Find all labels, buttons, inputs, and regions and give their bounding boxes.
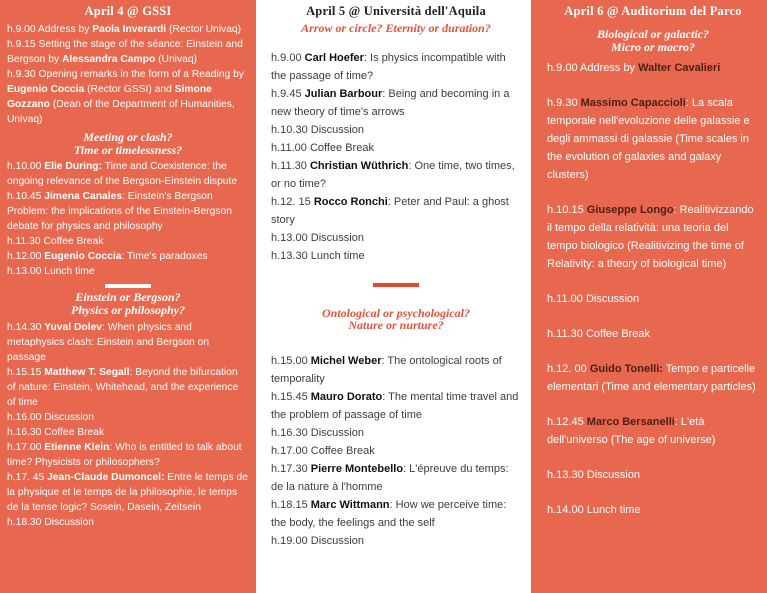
- time-text: h.11.00 Coffee Break: [271, 141, 374, 154]
- talk-text: : L'età dell'universo (The age of universe): [547, 416, 716, 446]
- session-title: [7, 291, 249, 316]
- day-column-april-5: [256, 0, 531, 593]
- speaker-name: Marc Wittmann: [310, 498, 390, 511]
- schedule-list: [7, 159, 249, 279]
- session-title: [7, 131, 249, 156]
- schedule-item: [7, 22, 249, 37]
- time-text: h.9.00 Address by: [547, 62, 639, 74]
- session-title: [547, 28, 759, 53]
- time-text: h.10.45: [7, 191, 45, 202]
- time-text: h.9.45: [271, 87, 305, 100]
- schedule-item: [271, 247, 521, 265]
- time-text: h.9.00 Address by: [7, 24, 93, 35]
- time-text: h.13.00 Lunch time: [7, 266, 95, 277]
- time-text: h.11.30 Coffee Break: [547, 328, 650, 340]
- talk-text: : Being and becoming in a new theory of time's arrows: [271, 87, 510, 118]
- day-column-april-6: [531, 0, 767, 593]
- talk-text: : One time, two times, or no time?: [271, 159, 515, 190]
- speaker-name: Elie During:: [44, 161, 102, 172]
- time-text: h.10.00: [7, 161, 45, 172]
- schedule-item: [7, 249, 249, 264]
- speaker-name: Pierre Montebello: [310, 462, 404, 475]
- time-text: h.10.15: [547, 204, 587, 216]
- time-text: h.16.30 Discussion: [271, 426, 364, 439]
- session-title-line: Meeting or clash?: [83, 130, 173, 144]
- speaker-name: Walter Cavalieri: [638, 62, 721, 74]
- schedule-item: [7, 264, 249, 279]
- schedule-item: [7, 470, 249, 515]
- time-text: h.14.00 Lunch time: [547, 504, 641, 516]
- talk-text: : The mental time travel and the problem of passage of time: [271, 390, 519, 421]
- talk-text: (Dean of the Department of Humanities, Univaq): [7, 99, 235, 125]
- schedule-list: [271, 352, 521, 550]
- day-column-april-4: [0, 0, 256, 593]
- schedule-item: [7, 159, 249, 189]
- talk-text: : La scala temporale nell'evoluzione delle galassie e degli ammassi di galassie (Time scales in the evolution of galaxies and galaxy clusters): [547, 97, 750, 181]
- time-text: h.14.30: [7, 322, 45, 333]
- talk-text: : The ontological roots of temporality: [271, 354, 502, 385]
- time-text: h.13.30 Discussion: [547, 469, 640, 481]
- speaker-name: Mauro Dorato: [310, 390, 383, 403]
- talk-text: : When physics and metaphysics clash: Einstein and Bergson on passage: [7, 322, 210, 363]
- session-title-line: Einstein or Bergson?: [75, 290, 181, 304]
- schedule-list: [271, 49, 521, 265]
- speaker-name: Yuval Dolev: [44, 322, 103, 333]
- day-title: April 4 @ GSSI: [84, 4, 172, 18]
- speaker-name: Christian Wüthrich: [309, 159, 409, 172]
- schedule-item: [271, 352, 521, 388]
- schedule-item: [547, 501, 759, 519]
- schedule-item: [271, 460, 521, 496]
- time-text: h.13.00 Discussion: [271, 231, 364, 244]
- speaker-name: Jean-Claude Dumoncel:: [47, 472, 165, 483]
- session-title: [271, 22, 521, 35]
- speaker-name: Giuseppe Longo: [586, 204, 674, 216]
- schedule-item: [7, 189, 249, 234]
- schedule-item: [271, 496, 521, 532]
- speaker-name: Carl Hoefer: [304, 51, 364, 64]
- time-text: h.10.30 Discussion: [271, 123, 364, 136]
- schedule-item: [7, 320, 249, 365]
- schedule-item: [271, 85, 521, 121]
- time-text: h.18.30 Discussion: [7, 517, 95, 528]
- schedule-item: [7, 67, 249, 127]
- time-text: h.19.00 Discussion: [271, 534, 364, 547]
- time-text: h.13.30 Lunch time: [271, 249, 365, 262]
- time-text: h.18.15: [271, 498, 311, 511]
- speaker-name: Rocco Ronchi: [313, 195, 388, 208]
- schedule-item: [547, 325, 759, 343]
- time-text: h.12.45: [547, 416, 587, 428]
- schedule-item: [547, 466, 759, 484]
- time-text: h.11.30: [271, 159, 310, 172]
- time-text: h.17.00: [7, 442, 45, 453]
- schedule-list: [7, 320, 249, 530]
- schedule-item: [271, 193, 521, 229]
- day-title: April 6 @ Auditorium del Parco: [564, 4, 742, 18]
- schedule-item: [7, 365, 249, 410]
- schedule-item: [271, 442, 521, 460]
- talk-text: (Rector GSSI) and: [84, 84, 175, 95]
- talk-text: (Univaq): [155, 54, 198, 65]
- time-text: h.11.30 Coffee Break: [7, 236, 104, 247]
- time-text: h.9.30: [547, 97, 581, 109]
- schedule-item: [271, 121, 521, 139]
- talk-text: : Time's paradoxes: [121, 251, 208, 262]
- talk-text: : Beyond the bifurcation of nature: Einstein, Whitehead, and the experience of time: [7, 367, 239, 408]
- time-text: h.9.15 Setting the stage of the séance: Einstein and Bergson by: [7, 39, 243, 65]
- talk-text: Entre le temps de la physique et le temps de la philosophie, le temps de la tense logic? Sosein, Dasein, Zeitsein: [7, 472, 248, 513]
- speaker-name: Massimo Capaccioli: [580, 97, 686, 109]
- schedule-item: [547, 360, 759, 396]
- schedule-item: [7, 515, 249, 530]
- schedule-item: [271, 229, 521, 247]
- time-text: h.16.00 Discussion: [7, 412, 95, 423]
- speaker-name: Eugenio Coccia: [7, 84, 85, 95]
- time-text: h.12.00: [7, 251, 45, 262]
- talk-text: : Who is entitled to talk about time? Physicists or philosophers?: [7, 442, 242, 468]
- speaker-name: Alessandra Campo: [61, 54, 156, 65]
- talk-text: : Realitivizzando il tempo della relatività: una teoria del tempo biologico (Realitivizing the time of Relativity: a theory of biological time): [547, 204, 754, 270]
- time-text: h.12. 15: [271, 195, 314, 208]
- schedule-item: [547, 413, 759, 449]
- schedule-item: [7, 37, 249, 67]
- time-text: h.11.00 Discussion: [547, 293, 640, 305]
- schedule-item: [7, 410, 249, 425]
- speaker-name: Julian Barbour: [304, 87, 383, 100]
- talk-text: : Einstein's Bergson Problem: the implications of the Einstein-Bergson debate for physics and philosophy: [7, 191, 232, 232]
- speaker-name: Etienne Klein: [44, 442, 110, 453]
- speaker-name: Paola Inverardi: [92, 24, 167, 35]
- schedule-item: [271, 49, 521, 85]
- schedule-item: [271, 532, 521, 550]
- speaker-name: Jimena Canales: [44, 191, 123, 202]
- talk-text: : How we perceive time: the body, the feelings and the self: [271, 498, 507, 529]
- session-title-line: Arrow or circle? Eternity or duration?: [301, 21, 491, 35]
- session-title-line: Biological or galactic?: [597, 27, 709, 41]
- session-title-line: Ontological or psychological?: [322, 305, 470, 320]
- talk-text: Tempo e particelle elementari (Time and elementary particles): [547, 363, 756, 393]
- schedule-item: [547, 290, 759, 308]
- time-text: h.9.30 Opening remarks in the form of a Reading by: [7, 69, 244, 80]
- schedule-item: [7, 234, 249, 249]
- speaker-name: Simone Gozzano: [7, 84, 212, 110]
- day-title: April 5 @ Università dell'Aquila: [306, 4, 486, 18]
- time-text: h.12. 00: [547, 363, 590, 375]
- session-title-line: Physics or philosophy?: [70, 302, 185, 317]
- time-text: h.16.30 Coffee Break: [7, 427, 105, 438]
- schedule-item: [271, 157, 521, 193]
- session-title-line: Micro or macro?: [611, 39, 695, 54]
- schedule-list: [547, 59, 759, 519]
- speaker-name: Eugenio Coccia: [44, 251, 122, 262]
- time-text: h.17.00 Coffee Break: [271, 444, 375, 457]
- time-text: h.9.00: [271, 51, 305, 64]
- schedule-item: [7, 440, 249, 470]
- schedule-list: [7, 22, 249, 127]
- speaker-name: Michel Weber: [310, 354, 382, 367]
- time-text: h.17.30: [271, 462, 311, 475]
- time-text: h.15.45: [271, 390, 311, 403]
- schedule-item: [271, 424, 521, 442]
- talk-text: Time and Coexistence: the ongoing relevance of the Bergson-Einstein dispute: [7, 161, 238, 187]
- talk-text: (Rector Univaq): [166, 24, 242, 35]
- session-title-line: Nature or nurture?: [348, 318, 444, 332]
- talk-text: : L'épreuve du temps: de la nature à l'homme: [271, 462, 509, 493]
- session-title: [271, 307, 521, 332]
- time-text: h.15.15: [7, 367, 45, 378]
- schedule-item: [271, 388, 521, 424]
- schedule-item: [271, 139, 521, 157]
- time-text: h.15.00: [271, 354, 311, 367]
- schedule-item: [7, 425, 249, 440]
- speaker-name: Marco Bersanelli: [586, 416, 675, 428]
- speaker-name: Guido Tonelli:: [589, 363, 663, 375]
- schedule-item: [547, 94, 759, 184]
- speaker-name: Matthew T. Segall: [44, 367, 130, 378]
- schedule-item: [547, 59, 759, 77]
- session-title-line: Time or timelessness?: [73, 142, 183, 157]
- time-text: h.17. 45: [7, 472, 48, 483]
- talk-text: : Is physics incompatible with the passage of time?: [271, 51, 506, 82]
- schedule-item: [547, 201, 759, 273]
- talk-text: : Peter and Paul: a ghost story: [271, 195, 509, 226]
